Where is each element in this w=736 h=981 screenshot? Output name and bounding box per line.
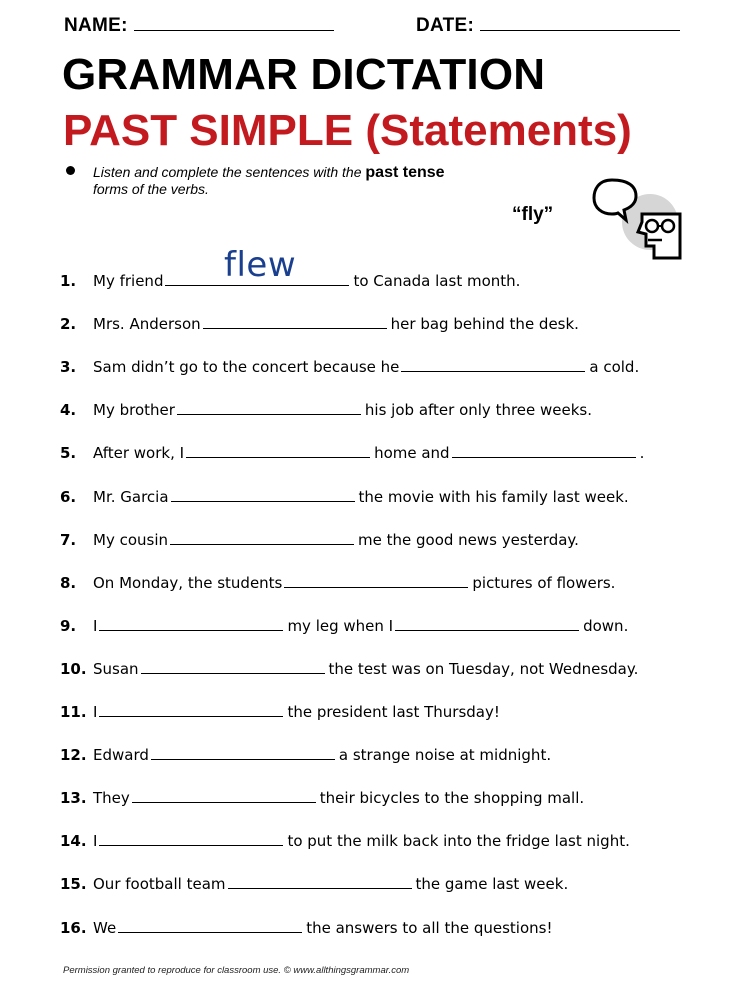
item-text-middle: me the good news yesterday. xyxy=(358,530,579,549)
item-text-before: We xyxy=(93,918,117,937)
answer-blank[interactable] xyxy=(284,574,468,588)
answer-blank[interactable] xyxy=(118,919,302,933)
exercise-item xyxy=(60,875,568,899)
item-number: 4. xyxy=(60,401,77,420)
item-text-middle: pictures of flowers. xyxy=(472,573,616,592)
item-number: 12. xyxy=(60,746,87,765)
bullet-icon xyxy=(66,166,75,175)
exercise-item xyxy=(60,617,628,641)
name-field[interactable] xyxy=(64,14,334,37)
item-text-before: They xyxy=(93,789,130,808)
item-text-before: My friend xyxy=(93,272,164,290)
item-number: 11. xyxy=(60,703,87,721)
instructions-emphasis: past tense xyxy=(365,164,445,181)
answer-blank[interactable] xyxy=(177,401,361,415)
item-text-after: . xyxy=(639,444,645,463)
name-blank[interactable] xyxy=(134,14,334,31)
date-blank[interactable] xyxy=(480,14,680,31)
item-number: 9. xyxy=(60,616,77,635)
item-text-middle: the test was on Tuesday, not Wednesday. xyxy=(328,659,639,678)
item-text-middle: a cold. xyxy=(589,358,640,377)
exercise-item xyxy=(60,789,584,813)
item-number: 14. xyxy=(60,832,87,851)
exercise-item xyxy=(60,401,592,425)
answer-blank[interactable] xyxy=(141,660,325,674)
speaking-face-icon xyxy=(590,174,686,264)
exercise-item xyxy=(60,444,644,468)
item-text-middle: the game last week. xyxy=(415,875,569,894)
answer-blank[interactable] xyxy=(228,875,412,889)
exercise-item xyxy=(60,531,579,555)
exercise-item xyxy=(60,272,520,296)
answer-blank[interactable] xyxy=(395,617,579,631)
item-text-middle: my leg when I xyxy=(287,616,394,635)
instructions xyxy=(93,164,513,198)
item-number: 1. xyxy=(60,272,77,290)
instructions-text-before: Listen and complete the sentences with the xyxy=(93,164,366,180)
item-text-middle: a strange noise at midnight. xyxy=(338,746,552,765)
answer-blank[interactable] xyxy=(99,617,283,631)
item-text-middle: her bag behind the desk. xyxy=(390,315,579,334)
answer-blank[interactable] xyxy=(99,832,283,846)
exercise-item xyxy=(60,703,500,727)
exercise-item xyxy=(60,660,638,684)
name-label: NAME: xyxy=(64,15,128,36)
item-text-middle: the answers to all the questions! xyxy=(306,918,553,937)
answer-blank[interactable] xyxy=(170,531,354,545)
page-title: GRAMMAR DICTATION xyxy=(62,50,546,99)
exercise-item xyxy=(60,574,615,598)
instructions-text-after: forms of the verbs. xyxy=(93,181,209,197)
item-text-before: My cousin xyxy=(93,530,169,549)
item-text-middle: his job after only three weeks. xyxy=(364,401,593,420)
answer-blank[interactable] xyxy=(171,488,355,502)
example-answer: flew xyxy=(224,245,297,285)
item-text-middle: the movie with his family last week. xyxy=(358,487,629,506)
item-text-middle: their bicycles to the shopping mall. xyxy=(319,789,585,808)
item-number: 5. xyxy=(60,444,77,463)
item-text-before: Mr. Garcia xyxy=(93,487,169,506)
exercise-item xyxy=(60,488,629,512)
item-text-before: Susan xyxy=(93,659,139,678)
item-text-middle: home and xyxy=(374,444,450,463)
page-subtitle: PAST SIMPLE (Statements) xyxy=(63,106,632,155)
item-text-middle: the president last Thursday! xyxy=(287,703,500,721)
item-text-before: I xyxy=(93,616,98,635)
item-number: 6. xyxy=(60,487,77,506)
item-number: 15. xyxy=(60,875,87,894)
item-number: 13. xyxy=(60,789,87,808)
answer-blank[interactable] xyxy=(165,272,349,286)
item-number: 2. xyxy=(60,315,77,334)
answer-blank[interactable] xyxy=(401,358,585,372)
item-text-middle: to put the milk back into the fridge last night. xyxy=(287,832,630,851)
item-text-middle: to Canada last month. xyxy=(353,272,521,290)
item-text-before: Mrs. Anderson xyxy=(93,315,201,334)
exercise-item xyxy=(60,315,579,339)
item-number: 10. xyxy=(60,659,87,678)
answer-blank[interactable] xyxy=(203,315,387,329)
item-text-before: Edward xyxy=(93,746,149,765)
exercise-item xyxy=(60,358,639,382)
item-text-before: Sam didn’t go to the concert because he xyxy=(93,358,400,377)
exercise-item xyxy=(60,832,630,856)
answer-blank[interactable] xyxy=(452,444,636,458)
date-field[interactable] xyxy=(416,14,680,37)
item-text-before: On Monday, the students xyxy=(93,573,283,592)
footer-credit: Permission granted to reproduce for classroom use. © www.allthingsgrammar.com xyxy=(63,965,410,976)
answer-blank[interactable] xyxy=(151,746,335,760)
item-text-before: Our football team xyxy=(93,875,226,894)
answer-blank[interactable] xyxy=(186,444,370,458)
item-number: 8. xyxy=(60,573,77,592)
exercise-item xyxy=(60,746,551,770)
item-number: 7. xyxy=(60,530,77,549)
answer-blank[interactable] xyxy=(99,703,283,717)
item-text-before: My brother xyxy=(93,401,175,420)
item-text-after: down. xyxy=(583,616,629,635)
exercise-item xyxy=(60,919,552,943)
item-number: 3. xyxy=(60,358,77,377)
date-label: DATE: xyxy=(416,15,475,36)
item-number: 16. xyxy=(60,918,87,937)
example-verb: “fly” xyxy=(512,204,554,225)
item-text-before: I xyxy=(93,832,98,851)
item-text-before: I xyxy=(93,703,98,721)
item-text-before: After work, I xyxy=(93,444,185,463)
answer-blank[interactable] xyxy=(132,789,316,803)
